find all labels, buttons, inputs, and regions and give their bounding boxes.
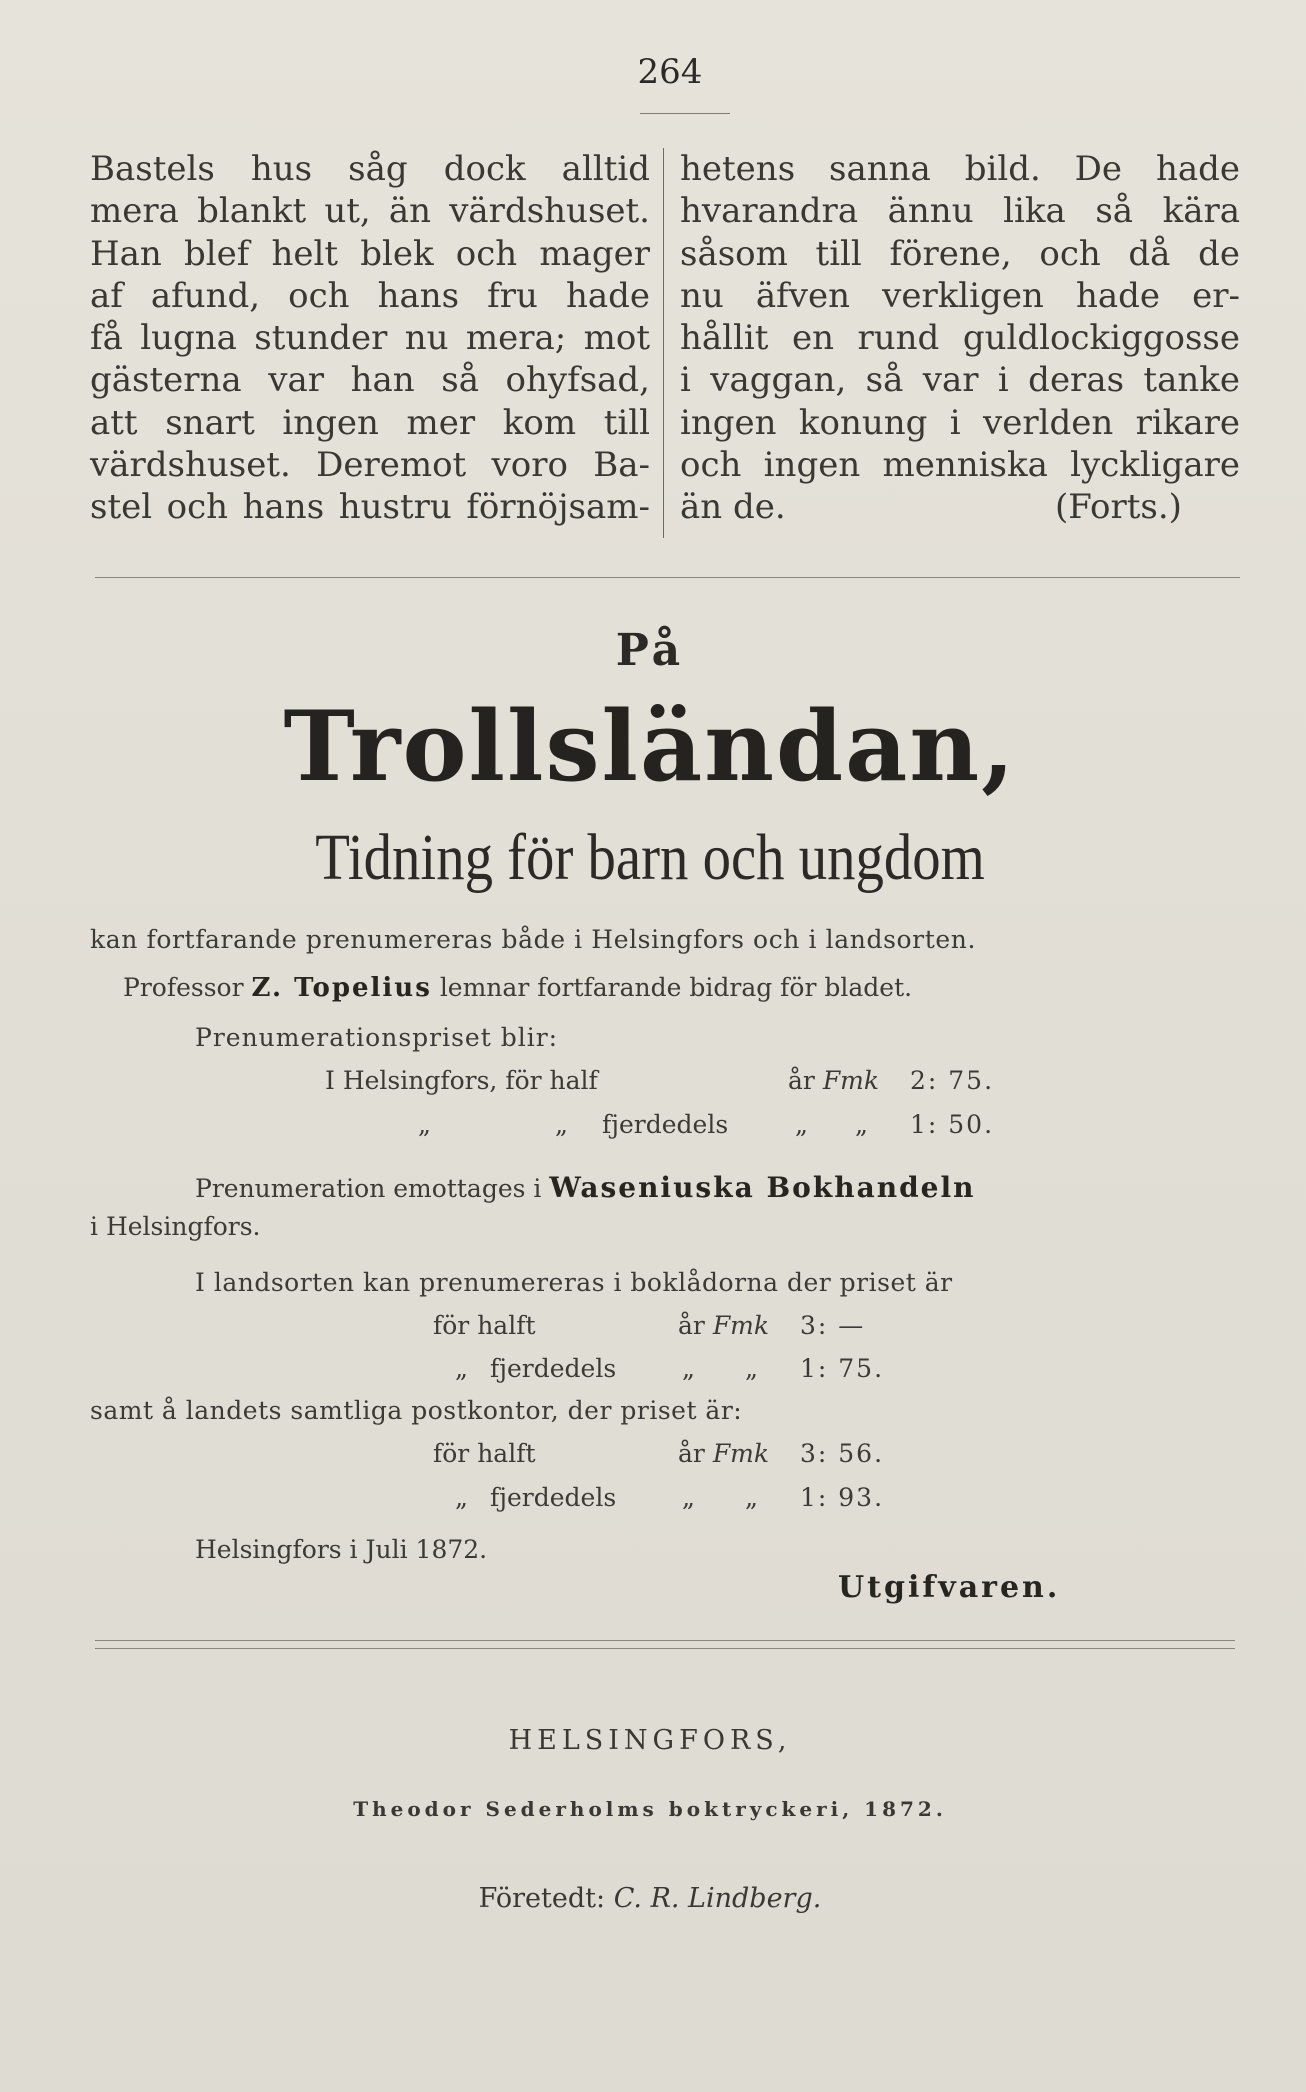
country-half-ar (678, 1311, 769, 1340)
country-half-label: för halft (433, 1311, 536, 1340)
ditto-mark: „ (555, 1110, 568, 1139)
ditto-mark: „ (418, 1110, 431, 1139)
ditto-mark: „ (745, 1483, 758, 1512)
ad-subtitle: Tidning för barn och ungdom (315, 821, 985, 894)
column-divider (663, 148, 664, 538)
story-line: värdshuset. Deremot voro Ba- (90, 445, 650, 486)
hfors-half-ar (788, 1066, 879, 1095)
professor-prefix: Professor (123, 973, 244, 1002)
hfors-half-label: I Helsingfors, för half (325, 1066, 598, 1095)
currency-mark: Fmk (712, 1439, 770, 1468)
price-intro: Prenumerationspriset blir: (195, 1023, 559, 1052)
story-line: nu äfven verkligen hade er- (680, 275, 1240, 316)
story-line: mera blankt ut, än värdshuset. (90, 191, 650, 232)
story-line: i vaggan, så var i deras tanke (680, 360, 1240, 401)
ditto-mark: „ (745, 1354, 758, 1383)
bookshop-name: Waseniuska Bokhandeln (549, 1171, 976, 1204)
story-right-column (680, 148, 1240, 529)
ad-title: Trollsländan, (283, 690, 1017, 803)
ad-line-subscribe: kan fortfarande prenumereras både i Helsingfors och i landsorten. (90, 925, 977, 954)
year-word: år (678, 1439, 705, 1468)
currency-mark: Fmk (712, 1311, 770, 1340)
story-line: såsom till förene, och då de (680, 233, 1240, 274)
received-suffix: i Helsingfors. (90, 1212, 261, 1241)
story-line-end: än de. (680, 487, 786, 528)
signature: Utgifvaren. (838, 1570, 1061, 1605)
story-line: ingen konung i verlden rikare (680, 402, 1240, 443)
story-line: gästerna var han så ohyfsad, (90, 360, 650, 401)
imprint-city: HELSINGFORS, (508, 1725, 792, 1756)
post-half-ar (678, 1439, 769, 1468)
currency-mark: Fmk (822, 1066, 880, 1095)
dateline: Helsingfors i Juli 1872. (195, 1535, 488, 1564)
ditto-mark: „ (795, 1110, 808, 1139)
footer-rule (95, 1648, 1235, 1649)
professor-suffix: lemnar fortfarande bidrag för bladet. (439, 973, 913, 1002)
footer-rule (95, 1640, 1235, 1641)
imprint-censor (400, 1883, 900, 1914)
page-number-rule (640, 113, 730, 114)
ad-line-received (195, 1171, 975, 1204)
ditto-mark: „ (455, 1483, 468, 1512)
story-line: Han blef helt blek och mager (90, 233, 650, 274)
ad-heading-pa: På (615, 625, 685, 676)
ad-line-professor (123, 973, 912, 1003)
story-line: och ingen menniska lyckligare (680, 445, 1240, 486)
story-line: af afund, och hans fru hade (90, 275, 650, 316)
story-line: hållit en rund guldlockiggosse (680, 318, 1240, 359)
post-half-label: för halft (433, 1439, 536, 1468)
story-last-line (680, 486, 1240, 528)
ditto-mark: „ (682, 1483, 695, 1512)
post-quarter-label: fjerdedels (490, 1483, 617, 1512)
year-word: år (788, 1066, 815, 1095)
country-quarter-price: 1: 75. (800, 1354, 885, 1383)
country-half-price: 3: — (800, 1311, 866, 1340)
section-rule (95, 577, 1240, 578)
censor-name: C. R. Lindberg. (613, 1883, 822, 1914)
story-line: stel och hans hustru förnöjsam- (90, 487, 650, 528)
ditto-mark: „ (455, 1354, 468, 1383)
continued-note: (Forts.) (1055, 487, 1182, 528)
censor-label: Företedt: (478, 1883, 606, 1914)
imprint-printer: Theodor Sederholms boktryckeri, 1872. (353, 1797, 947, 1821)
story-line: hvarandra ännu lika så kära (680, 191, 1240, 232)
ditto-mark: „ (855, 1110, 868, 1139)
ditto-mark: „ (682, 1354, 695, 1383)
received-prefix: Prenumeration emottages i (195, 1174, 542, 1203)
country-intro: I landsorten kan prenumereras i boklådorna der priset är (195, 1268, 953, 1297)
story-line: hetens sanna bild. De hade (680, 149, 1240, 189)
hfors-quarter-price: 1: 50. (910, 1110, 995, 1139)
post-quarter-price: 1: 93. (800, 1483, 885, 1512)
post-half-price: 3: 56. (800, 1439, 885, 1468)
professor-name: Z. Topelius (251, 973, 432, 1003)
hfors-quarter-label: fjerdedels (602, 1110, 729, 1139)
year-word: år (678, 1311, 705, 1340)
post-intro: samt å landets samtliga postkontor, der priset är: (90, 1396, 743, 1425)
story-line: Bastels hus såg dock alltid (90, 149, 650, 189)
story-left-column (90, 148, 650, 529)
story-line: att snart ingen mer kom till (90, 402, 650, 443)
story-line: få lugna stunder nu mera; mot (90, 318, 650, 359)
hfors-half-price: 2: 75. (910, 1066, 995, 1095)
country-quarter-label: fjerdedels (490, 1354, 617, 1383)
page-number: 264 (637, 52, 703, 92)
